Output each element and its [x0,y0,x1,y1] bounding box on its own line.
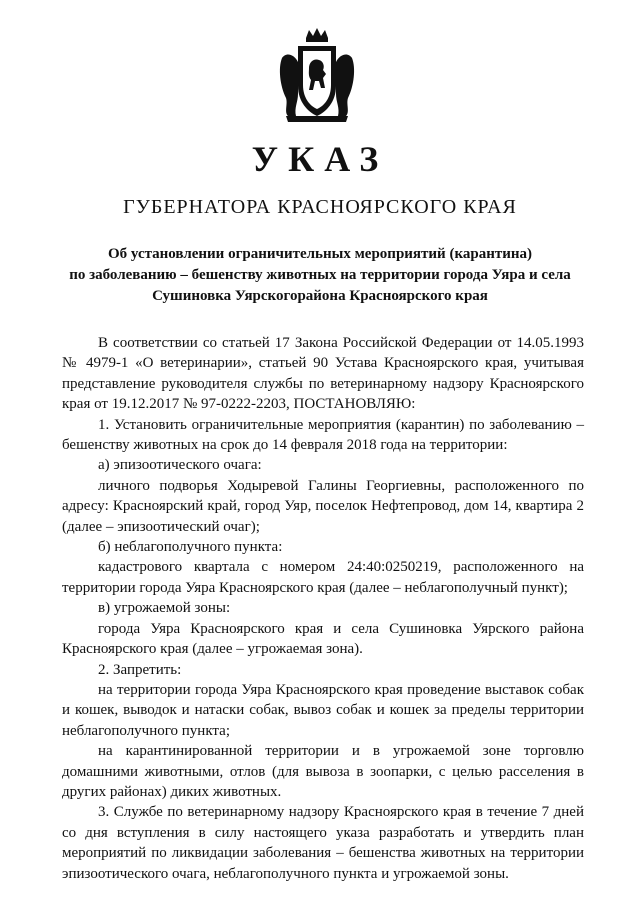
heading-line: Сушиновка Уярскогорайона Красноярского края [152,288,488,304]
clause-2-title: 2. Запретить: [98,661,182,678]
clause-1c-title: в) угрожаемой зоны: [98,600,231,617]
clause-1c-text: города Уяра Красноярского края и села Сушиновка Уярского района Красноярского края (далее – угрожаемая зона). [62,620,584,658]
document-issuer: ГУБЕРНАТОРА КРАСНОЯРСКОГО КРАЯ [123,196,517,218]
clause-2-item-2: на карантинированной территории и в угрожаемой зоне торговлю домашними животными, отлов (для вывоза в зоопарки, с целью расселения в других районах) диких животных. [62,743,584,800]
clause-1: 1. Установить ограничительные мероприятия (карантин) по заболеванию – бешенству животных на срок до 14 февраля 2018 года на территории: [62,416,584,454]
document-type-title: УКАЗ [251,139,389,179]
clause-3: 3. Службе по ветеринарному надзору Красноярского края в течение 7 дней со дня вступления в силу настоящего указа разработать и утвердить план мероприятий по ликвидации заболевания – бешенства животных на территории эпизоотического очага, неблагополучного пункта и угрожаемой зоны. [62,804,584,882]
decree-heading [62,244,578,307]
coat-of-arms-icon [276,28,358,124]
heading-line: по заболеванию – бешенству животных на территории города Уяра и села [69,267,571,283]
clause-1a-title: а) эпизоотического очага: [98,457,262,474]
heading-line: Об установлении ограничительных мероприятий (карантина) [107,246,532,262]
clause-1b-title: б) неблагополучного пункта: [98,539,283,556]
preamble-paragraph: В соответствии со статьей 17 Закона Российской Федерации от 14.05.1993 № 4979-1 «О ветеринарии», статьей 90 Устава Красноярского края, учитывая представление руководителя службы по ветеринарному надзору Красноярского края от 19.12.2017 № 97-0222-2203, ПОСТАНОВЛЯЮ: [62,335,584,413]
clause-2-item-1: на территории города Уяра Красноярского края проведение выставок собак и кошек, выводок и натаски собак, вывоз собак и кошек за пределы территории неблагополучного пункта; [62,681,584,739]
decree-body [62,333,584,884]
clause-1b-text: кадастрового квартала с номером 24:40:0250219, расположенного на территории города Уяра Красноярского края (далее – неблагополучный пункт); [62,559,584,596]
clause-1a-text: личного подворья Ходыревой Галины Георгиевны, расположенного по адресу: Красноярский край, город Уяр, поселок Нефтепровод, дом 14, квартира 2 (далее – эпизоотический очаг); [62,477,584,535]
